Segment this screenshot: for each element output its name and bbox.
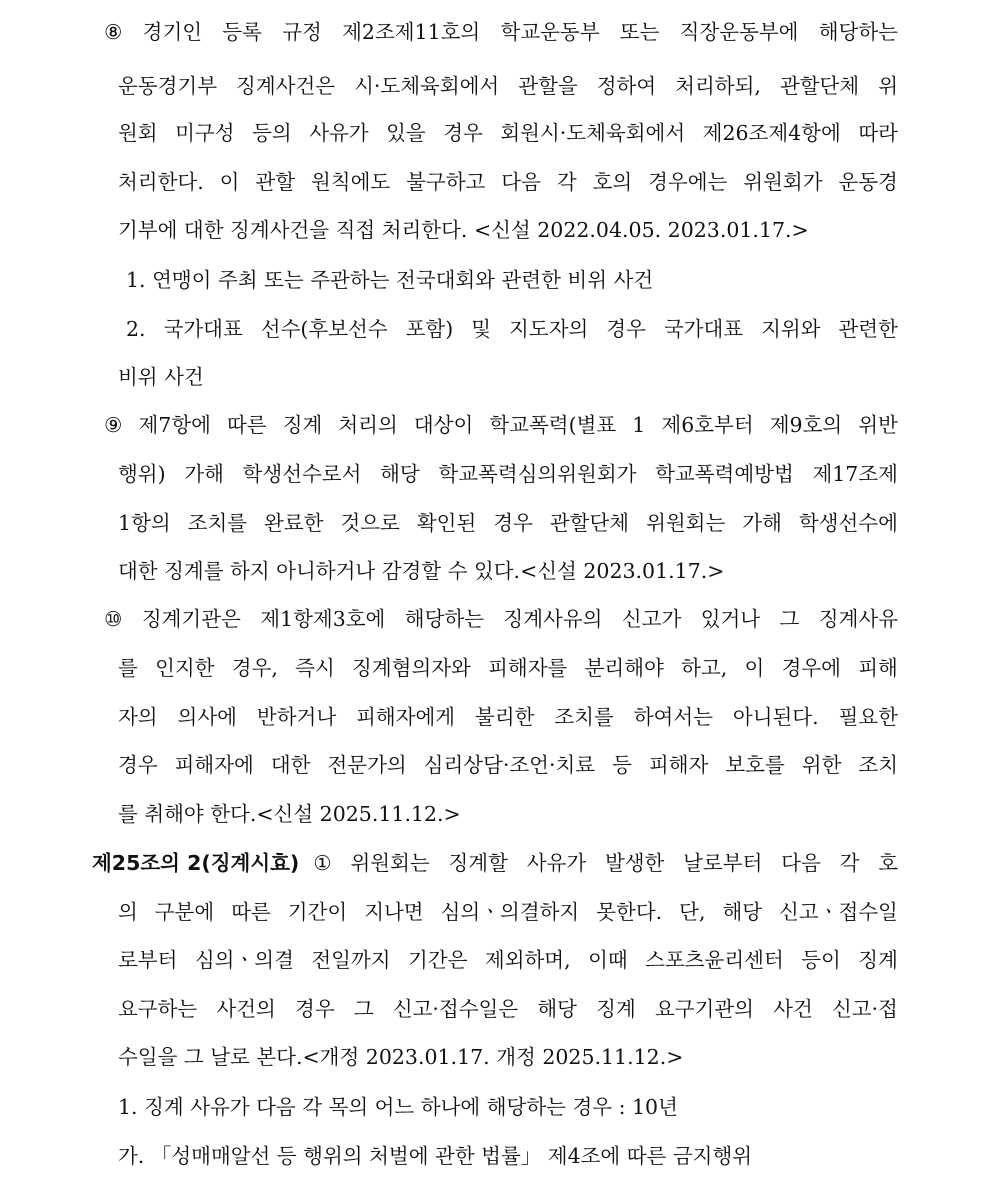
word: 있거나 xyxy=(700,607,761,631)
word: 있을 xyxy=(386,121,426,145)
word: 제26조제4항에 xyxy=(702,121,841,145)
word: 다음 xyxy=(781,851,821,875)
word: 완료한 xyxy=(264,511,324,535)
word: 를 xyxy=(118,656,138,680)
word: 심의ㆍ의결 xyxy=(194,948,294,972)
word: 심리상담·조언·치료 xyxy=(423,753,596,777)
para-10-line-5: 를 취해야 한다.<신설 2025.11.12.> xyxy=(118,802,461,826)
word: 전문가의 xyxy=(327,753,407,777)
word: 등의 xyxy=(252,121,292,145)
word: 1항의 xyxy=(118,511,171,535)
word: 경우 xyxy=(606,317,646,341)
word: 하고, xyxy=(681,656,728,680)
word: 정하여 xyxy=(596,74,657,98)
word: 징계 xyxy=(596,997,636,1021)
word: 그 xyxy=(353,997,374,1021)
word: 조치를 xyxy=(187,511,248,535)
word: 단, xyxy=(679,900,706,924)
word: 경우 xyxy=(493,511,533,535)
word: 확인된 xyxy=(416,511,477,535)
word: 원회 xyxy=(118,121,158,145)
article-title: 제25조의 2(징계시효) xyxy=(92,851,300,875)
word: 학생선수로서 xyxy=(242,462,362,486)
article-line-5: 수일을 그 날로 본다.<개정 2023.01.17. 개정 2025.11.12.> xyxy=(118,1045,684,1069)
word: 경기인 xyxy=(142,20,203,44)
word: 그 xyxy=(779,607,800,631)
word: 의사에 xyxy=(177,705,237,729)
word: 관할단체 xyxy=(779,74,860,98)
word: 해당 xyxy=(380,462,420,486)
word: 신고·접 xyxy=(831,997,898,1021)
word: 요구하는 xyxy=(118,997,198,1021)
word: 제17조제 xyxy=(812,462,898,486)
word: 등이 xyxy=(801,948,841,972)
word: 피해자에게 xyxy=(356,705,456,729)
word: 회원시·도체육회에서 xyxy=(500,121,686,145)
word: 조치를 xyxy=(554,705,614,729)
word: 경우 xyxy=(295,997,335,1021)
word: 해당하는 xyxy=(404,607,484,631)
word: 징계기관은 xyxy=(141,607,241,631)
word: 각 xyxy=(839,851,860,875)
word: 인지한 xyxy=(155,656,215,680)
word: 호 xyxy=(878,851,898,875)
word: ⑧ xyxy=(104,20,123,44)
word: 징계 xyxy=(858,948,898,972)
para-10-line-4 xyxy=(118,751,898,779)
list-item-2-line-2: 비위 사건 xyxy=(118,365,204,389)
para-9-line-4: 대한 징계를 하지 아니하거나 감경할 수 있다.<신설 2023.01.17.> xyxy=(118,559,725,583)
word: 분리해야 xyxy=(584,656,664,680)
word: 따른 xyxy=(227,413,267,437)
word: 발생한 xyxy=(604,851,665,875)
para-10-line-2 xyxy=(118,654,898,682)
word: 로부터 xyxy=(118,948,178,972)
article-item-1: 1. 징계 사유가 다음 각 목의 어느 하나에 해당하는 경우 : 10년 xyxy=(118,1095,678,1119)
list-item-2-line-1 xyxy=(126,315,898,343)
word: 하여서는 xyxy=(633,705,713,729)
word: 가해 xyxy=(742,511,782,535)
word: 또는 xyxy=(619,20,660,44)
word: 위원회는 xyxy=(350,851,430,875)
word: 보호를 xyxy=(725,753,785,777)
word: 등 xyxy=(612,753,632,777)
word: 신고가 xyxy=(621,607,682,631)
word: 미구성 xyxy=(175,121,235,145)
word: ⑨ xyxy=(104,413,123,437)
word: 학교폭력예방법 xyxy=(655,462,794,486)
word: 징계사건은 xyxy=(236,74,336,98)
word: 관할을 xyxy=(518,74,578,98)
word: 심의ㆍ의결하지 xyxy=(440,900,580,924)
word: 요구기관의 xyxy=(654,997,754,1021)
word: 지도자의 xyxy=(509,317,589,341)
word: 따른 xyxy=(231,900,271,924)
word: 사유가 xyxy=(526,851,587,875)
word: 불구하고 xyxy=(406,170,486,194)
word: 등록 xyxy=(222,20,262,44)
word: 대한 xyxy=(270,753,311,777)
word: 국가대표 xyxy=(163,317,243,341)
word: 이 xyxy=(744,656,765,680)
article-line-4 xyxy=(118,995,898,1023)
word: 해당하는 xyxy=(818,20,898,44)
para-9-line-1 xyxy=(104,411,898,439)
word: 학교폭력(별표 xyxy=(489,413,617,437)
word: 위원회는 xyxy=(646,511,726,535)
word: 1 xyxy=(632,413,646,437)
word: 원칙에도 xyxy=(310,170,391,194)
word: 운동경기부 xyxy=(118,74,218,98)
word: 피해자에 xyxy=(174,753,254,777)
word: 위원회가 xyxy=(743,170,823,194)
word: 날로부터 xyxy=(683,851,763,875)
word: 구분에 xyxy=(154,900,215,924)
word: 선수(후보선수 xyxy=(260,317,388,341)
para-8-line-5: 기부에 대한 징계사건을 직접 처리한다. <신설 2022.04.05. 2023.01.17.> xyxy=(118,218,809,242)
word: 신고ㆍ접수일 xyxy=(779,900,898,924)
word: 행위) xyxy=(118,462,166,486)
word: 징계사유 xyxy=(818,607,898,631)
word: 경우 xyxy=(443,121,483,145)
word: 징계 xyxy=(282,413,323,437)
word: 제2조제11호의 xyxy=(342,20,481,44)
word: 이때 xyxy=(588,948,628,972)
word: 사유가 xyxy=(309,121,369,145)
word: 기간은 xyxy=(408,948,468,972)
word: 다음 xyxy=(501,170,541,194)
word: 아니된다. xyxy=(732,705,819,729)
word: 위 xyxy=(878,74,898,98)
word: 제7항에 xyxy=(138,413,211,437)
word: 못한다. xyxy=(596,900,663,924)
word: 사건의 xyxy=(216,997,276,1021)
word: 관할 xyxy=(255,170,296,194)
list-item-1: 1. 연맹이 주최 또는 주관하는 전국대회와 관련한 비위 사건 xyxy=(126,268,654,292)
word: 지위와 xyxy=(761,317,821,341)
word: 학생선수에 xyxy=(798,511,898,535)
word: 국가대표 xyxy=(663,317,744,341)
word: 직장운동부에 xyxy=(679,20,799,44)
word: 가해 xyxy=(184,462,224,486)
word: 및 xyxy=(471,317,492,341)
para-8-line-2 xyxy=(118,72,898,100)
article-line-2 xyxy=(118,898,898,926)
word: 피해자 xyxy=(648,753,709,777)
para-8-line-4 xyxy=(118,168,898,196)
word: 관련한 xyxy=(838,317,898,341)
word: 운동경 xyxy=(838,170,898,194)
word: 각 xyxy=(556,170,577,194)
word: 것으로 xyxy=(340,511,400,535)
word: ① xyxy=(313,851,332,875)
word: 처리의 xyxy=(338,413,398,437)
article-line-3 xyxy=(118,946,898,974)
word: 자의 xyxy=(118,705,158,729)
word: 해당 xyxy=(537,997,577,1021)
article-first-line xyxy=(313,849,898,877)
word: 처리하되, xyxy=(675,74,761,98)
para-8-line-3 xyxy=(118,119,898,147)
word: 경우 xyxy=(118,753,158,777)
word: 2. xyxy=(126,317,146,341)
word: 경우, xyxy=(231,656,278,680)
word: 대상이 xyxy=(413,413,474,437)
word: 의 xyxy=(118,900,138,924)
word: 제외하며, xyxy=(484,948,571,972)
word: 사건 xyxy=(773,997,813,1021)
word: 해당 xyxy=(722,900,763,924)
word: 학교운동부 xyxy=(500,20,600,44)
word: 지나면 xyxy=(364,900,424,924)
word: 불리한 xyxy=(475,705,535,729)
article-heading xyxy=(92,849,898,877)
para-10-line-3 xyxy=(118,703,898,731)
para-9-line-2 xyxy=(118,460,898,488)
para-8-line-1 xyxy=(104,18,898,46)
word: 기간이 xyxy=(287,900,348,924)
word: 피해 xyxy=(858,656,898,680)
word: 호의 xyxy=(592,170,633,194)
word: 경우에는 xyxy=(648,170,728,194)
word: 스포츠윤리센터 xyxy=(645,948,784,972)
word: 조치 xyxy=(858,753,898,777)
word: 징계혐의자와 xyxy=(352,656,471,680)
word: 징계할 xyxy=(448,851,508,875)
word: 위한 xyxy=(801,753,842,777)
word: 이 xyxy=(219,170,240,194)
word: 시·도체육회에서 xyxy=(354,74,500,98)
para-10-line-1 xyxy=(104,605,898,633)
word: 제1항제3호에 xyxy=(260,607,386,631)
word: 포함) xyxy=(405,317,454,341)
word: 전일까지 xyxy=(311,948,391,972)
word: 제9호의 xyxy=(769,413,843,437)
article-item-ga: 가. 「성매매알선 등 행위의 처벌에 관한 법률」 제4조에 따른 금지행위 xyxy=(118,1144,753,1168)
word: 위반 xyxy=(858,413,898,437)
word: 즉시 xyxy=(295,656,335,680)
word: 징계사유의 xyxy=(503,607,603,631)
word: 제6호부터 xyxy=(661,413,754,437)
word: 필요한 xyxy=(838,705,898,729)
word: 경우에 xyxy=(781,656,841,680)
word: ⑩ xyxy=(104,607,123,631)
para-9-line-3 xyxy=(118,509,898,537)
word: 처리한다. xyxy=(118,170,204,194)
word: 반하거나 xyxy=(256,705,337,729)
word: 피해자를 xyxy=(488,656,568,680)
word: 신고·접수일은 xyxy=(392,997,519,1021)
word: 규정 xyxy=(282,20,322,44)
word: 학교폭력심의위원회가 xyxy=(438,462,637,486)
word: 따라 xyxy=(858,121,898,145)
word: 관할단체 xyxy=(549,511,630,535)
